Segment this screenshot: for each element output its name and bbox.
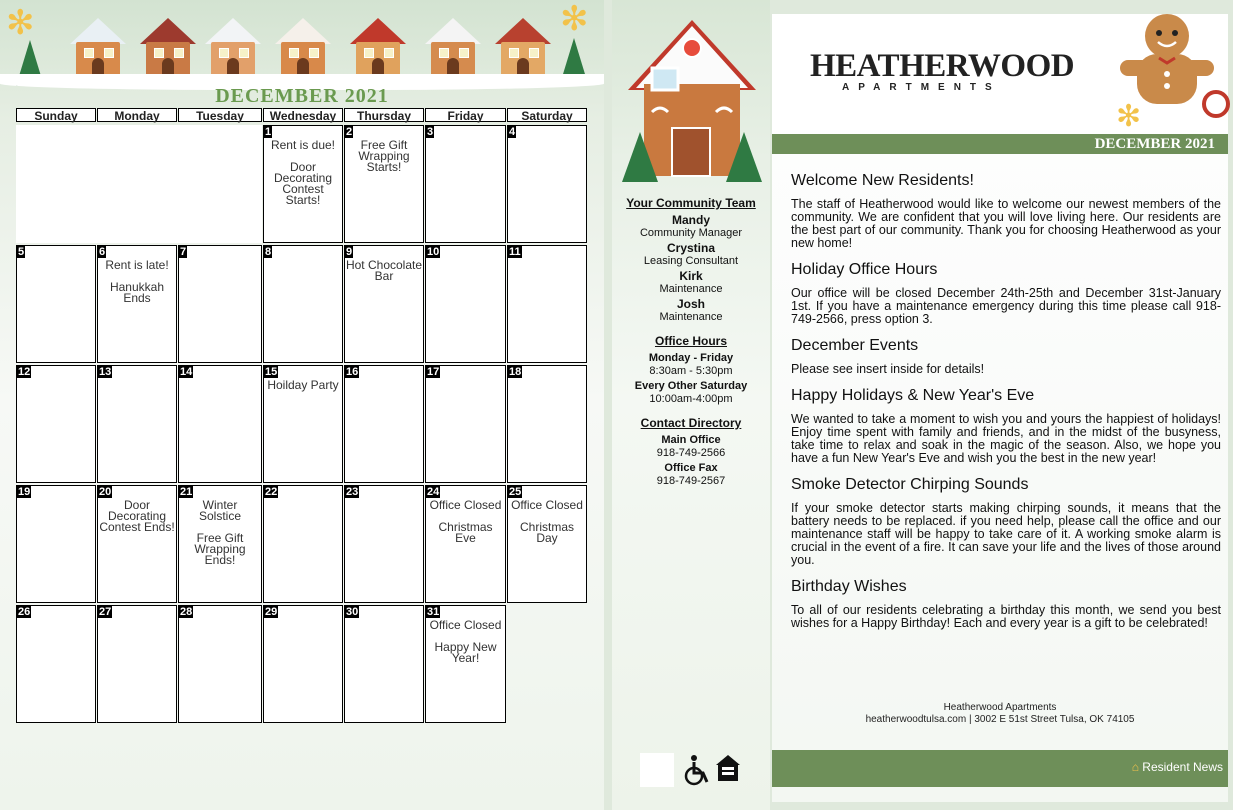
calendar-day-cell: [263, 605, 343, 723]
contact-value: 918-749-2567: [656, 475, 726, 487]
logo-wordmark: HEATHERWOOD: [810, 48, 1075, 84]
day-number: 8: [265, 246, 272, 258]
day-number: 1: [265, 126, 272, 138]
hours-value: 10:00am-4:00pm: [649, 393, 733, 405]
team-member-role: Community Manager: [639, 227, 743, 239]
calendar-day-cell: [263, 485, 343, 603]
day-number: 17: [427, 366, 440, 378]
footer-icons: [640, 753, 750, 787]
day-events: Rent is due! Door Decorating Contest Starts!: [270, 138, 336, 207]
day-events: Hoilday Party: [267, 378, 339, 392]
team-list: [612, 214, 770, 324]
team-member-name: Crystina: [666, 241, 716, 255]
day-header-thursday: Thursday: [344, 108, 424, 122]
svg-text:✻: ✻: [1116, 99, 1142, 134]
calendar-day-cell: [344, 245, 424, 363]
day-number: 19: [18, 486, 31, 498]
snowflake-icon: ✻: [6, 4, 35, 42]
team-member-name: Mandy: [671, 213, 710, 227]
day-header-friday: Friday: [425, 108, 506, 122]
footer-address: heatherwoodtulsa.com | 3002 E 51st Street Tulsa, OK 74105: [865, 714, 1135, 725]
day-events: Office Closed Christmas Eve: [429, 498, 502, 545]
calendar-day-cell: [507, 485, 587, 603]
article-title: Welcome New Residents!: [791, 172, 974, 189]
gingerbread-house-icon: [140, 18, 196, 80]
calendar-day-cell: [263, 365, 343, 483]
calendar-day-cell: [344, 125, 424, 243]
day-number: 13: [99, 366, 112, 378]
article-body: We wanted to take a moment to wish you and yours the happiest of holidays! Enjoy time spent with family and friends, and in the midst of the busyness, take time to relax and soak in the magic of the season. Also, we hope you have a fun New Year's Eve and wish you the best in the new year!: [791, 412, 1221, 465]
contact-list: [612, 434, 770, 488]
gingerbread-house-icon: [275, 18, 331, 80]
office-hours-section: [612, 334, 770, 408]
calendar-day-cell: [16, 605, 96, 723]
gingerbread-house-icon: [70, 18, 126, 80]
hours-label: Every Other Saturday: [634, 380, 748, 392]
day-number: 16: [346, 366, 359, 378]
gingerbread-house-icon: [350, 18, 406, 80]
day-number: 18: [509, 366, 522, 378]
article-body: Our office will be closed December 24th-25th and December 31st-January 1st. If you have a maintenance emergency during this time please call 918-749-2566, press option 3.: [791, 286, 1221, 326]
calendar-day-cell: [344, 485, 424, 603]
day-number: 28: [180, 606, 193, 618]
day-header-sunday: Sunday: [16, 108, 96, 122]
calendar-day-cell: [344, 365, 424, 483]
contact-label: Main Office: [661, 434, 721, 446]
day-number: 15: [265, 366, 278, 378]
day-events: Office Closed Christmas Day: [511, 498, 583, 545]
contact-heading: Contact Directory: [640, 416, 742, 430]
day-header-saturday: Saturday: [507, 108, 587, 122]
calendar-day-cell: [344, 605, 424, 723]
calendar-day-cell: [263, 245, 343, 363]
day-events: Office Closed Happy New Year!: [429, 618, 502, 665]
gingerbread-house-icon: [622, 12, 762, 182]
team-member-role: Maintenance: [659, 283, 723, 295]
day-events: Rent is late! Hanukkah Ends: [105, 258, 169, 305]
day-number: 23: [346, 486, 359, 498]
article-body: If your smoke detector starts making chirping sounds, it means that the battery needs to be replaced. if you need help, please call the office and our maintenance staff will be happy to take care of it. A working smoke alarm is crucial in the event of a fire. It can save your life and the lives of those around you.: [791, 501, 1221, 567]
snowflake-icon: ✻: [560, 0, 589, 38]
calendar-day-cell: [178, 485, 262, 603]
day-number: 26: [18, 606, 31, 618]
day-number: 5: [18, 246, 25, 258]
day-events: Free Gift Wrapping Starts!: [358, 138, 410, 174]
calendar-day-cell: [16, 485, 96, 603]
team-member-role: Leasing Consultant: [643, 255, 739, 267]
brand-label: Resident News: [1142, 760, 1223, 774]
calendar-day-cell: [97, 605, 177, 723]
day-number: 31: [427, 606, 440, 618]
day-header-wednesday: Wednesday: [263, 108, 343, 122]
gingerbread-house-icon: [425, 18, 481, 80]
day-number: 2: [346, 126, 353, 138]
calendar-day-cell: [507, 125, 587, 243]
day-header-monday: Monday: [97, 108, 177, 122]
footer-name: Heatherwood Apartments: [943, 702, 1057, 713]
blank-badge-icon: [640, 753, 674, 787]
article-body: To all of our residents celebrating a birthday this month, we send you best wishes for a Happy Birthday! Each and every year is a gift to be celebrated!: [791, 603, 1221, 630]
contact-label: Office Fax: [664, 462, 718, 474]
calendar-day-cell: [425, 125, 506, 243]
calendar-day-cell: [178, 605, 262, 723]
contact-value: 918-749-2566: [656, 447, 726, 459]
day-number: 24: [427, 486, 440, 498]
day-number: 11: [509, 246, 521, 258]
day-number: 29: [265, 606, 278, 618]
newsletter-date: DECEMBER 2021: [1094, 136, 1215, 152]
day-number: 4: [509, 126, 516, 138]
articles: [791, 172, 1221, 641]
team-heading: Your Community Team: [626, 196, 756, 210]
hours-list: [612, 352, 770, 406]
calendar-day-cell: [263, 125, 343, 243]
article-body: The staff of Heatherwood would like to welcome our newest members of the community. We are confident that you will love living here. Our residents are the best part of our community. Thank you for choosing Heatherwood as your new home!: [791, 197, 1221, 250]
team-member-name: Josh: [676, 297, 705, 311]
article-title: Holiday Office Hours: [791, 261, 938, 278]
day-number: 30: [346, 606, 359, 618]
article-body: Please see insert inside for details!: [791, 362, 985, 376]
day-events: Winter Solstice Free Gift Wrapping Ends!: [194, 498, 246, 567]
day-number: 27: [99, 606, 112, 618]
calendar-day-cell: [97, 365, 177, 483]
day-number: 21: [180, 486, 193, 498]
calendar-day-cell: [97, 485, 177, 603]
calendar-day-cell: [507, 245, 587, 363]
article-title: Happy Holidays & New Year's Eve: [791, 387, 1035, 404]
equal-housing-icon: [716, 755, 740, 781]
house-logo-icon: ⌂: [1131, 760, 1139, 774]
hours-label: Monday - Friday: [648, 352, 734, 364]
team-member-name: Kirk: [679, 269, 703, 283]
day-number: 10: [427, 246, 440, 258]
calendar-empty-cells: [16, 125, 262, 243]
day-number: 3: [427, 126, 434, 138]
calendar-day-cell: [425, 245, 506, 363]
day-number: 25: [509, 486, 522, 498]
day-events: Door Decorating Contest Ends!: [99, 498, 175, 534]
calendar-page: [0, 0, 604, 810]
calendar-day-cell: [16, 245, 96, 363]
article-title: Birthday Wishes: [791, 578, 907, 595]
calendar-day-cell: [178, 365, 262, 483]
calendar-day-cell: [507, 365, 587, 483]
article-title: December Events: [791, 337, 919, 354]
day-number: 6: [99, 246, 106, 258]
logo-subtitle: APARTMENTS: [842, 82, 1001, 93]
community-team-section: [612, 196, 770, 326]
article-title: Smoke Detector Chirping Sounds: [791, 476, 1029, 493]
calendar-day-cell: [97, 245, 177, 363]
gingerbread-man-icon: [1112, 8, 1230, 134]
day-events: Hot Chocolate Bar: [345, 258, 423, 283]
hours-heading: Office Hours: [654, 334, 727, 348]
team-member-role: Maintenance: [659, 311, 723, 323]
wheelchair-accessible-icon: [686, 755, 707, 784]
gingerbread-house-icon: [495, 18, 551, 80]
day-number: 22: [265, 486, 278, 498]
resident-news-brand: [1132, 760, 1223, 774]
day-number: 14: [180, 366, 193, 378]
calendar-day-cell: [425, 485, 506, 603]
hours-value: 8:30am - 5:30pm: [649, 365, 733, 377]
day-number: 20: [99, 486, 112, 498]
calendar-day-cell: [425, 605, 506, 723]
day-header-tuesday: Tuesday: [178, 108, 262, 122]
calendar-title: DECEMBER 2021: [215, 85, 389, 107]
gingerbread-house-icon: [205, 18, 261, 80]
calendar-day-cell: [178, 245, 262, 363]
calendar-day-cell: [16, 365, 96, 483]
day-number: 9: [346, 246, 353, 258]
day-number: 12: [18, 366, 31, 378]
day-number: 7: [180, 246, 187, 258]
newsletter-footer: [772, 702, 1228, 726]
contact-directory-section: [612, 416, 770, 490]
calendar-day-cell: [425, 365, 506, 483]
